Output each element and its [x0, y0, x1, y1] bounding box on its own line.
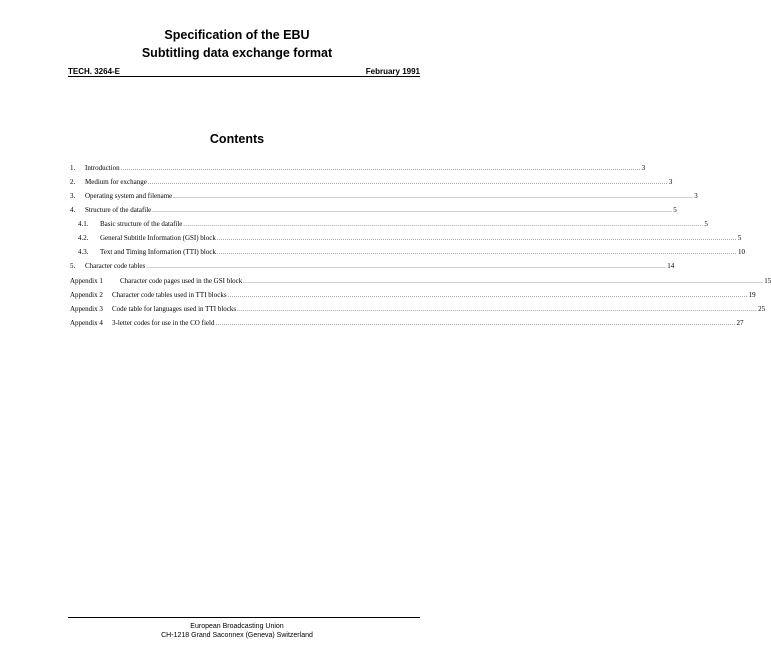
toc-entry[interactable]: [68, 276, 771, 286]
footer: [0, 622, 474, 640]
toc-entry[interactable]: [68, 233, 742, 243]
toc-entry-page: 3: [641, 164, 646, 172]
toc-dot-leader: ....................................................................................................................................................................................................................................................................: [183, 222, 704, 228]
toc-entry-title: General Subtitle Information (GSI) block: [100, 234, 216, 242]
toc-entry-number: 4.2.: [78, 234, 89, 242]
toc-dot-leader: ....................................................................................................................................................................................................................................................................: [237, 307, 758, 313]
toc-entry-page: 14: [667, 262, 675, 270]
toc-entry-title: Text and Timing Information (TTI) block: [100, 248, 216, 256]
toc-entry-page: 25: [758, 305, 766, 313]
toc-entry-title: Code table for languages used in TTI blocks: [112, 305, 237, 313]
toc-entry-title: Introduction: [85, 164, 120, 172]
toc-dot-leader: ....................................................................................................................................................................................................................................................................: [152, 208, 673, 214]
toc-entry-page: 5: [673, 206, 677, 214]
title-line-2: Subtitling data exchange format: [141, 46, 333, 60]
toc-entry-page: 5: [737, 234, 742, 242]
document-id: TECH. 3264-E: [68, 67, 121, 76]
document-date: February 1991: [365, 67, 420, 76]
toc-entry[interactable]: [68, 219, 708, 229]
footer-organization: European Broadcasting Union: [190, 623, 284, 630]
header-divider: [68, 76, 420, 77]
toc-entry-title: 3-letter codes for use in the CO field: [112, 319, 215, 327]
toc-entry-number: 2.: [70, 178, 76, 186]
toc-entry[interactable]: [68, 304, 766, 314]
toc-dot-leader: ....................................................................................................................................................................................................................................................................: [216, 250, 737, 256]
toc-entry-number: 1.: [70, 164, 76, 172]
toc-entry-number: 5.: [70, 262, 76, 270]
toc-entry-page: 3: [668, 178, 673, 186]
toc-entry[interactable]: [68, 290, 756, 300]
toc-entry-title: Character code tables used in TTI blocks: [112, 291, 227, 299]
toc-dot-leader: ....................................................................................................................................................................................................................................................................: [243, 279, 764, 285]
toc-dot-leader: ....................................................................................................................................................................................................................................................................: [147, 180, 668, 186]
toc-entry-page: 5: [704, 220, 708, 228]
toc-entry[interactable]: [68, 177, 673, 187]
toc-dot-leader: ....................................................................................................................................................................................................................................................................: [120, 166, 641, 172]
toc-entry[interactable]: [68, 261, 675, 271]
toc-entry[interactable]: [68, 247, 745, 257]
toc-entry-title: Basic structure of the datafile: [100, 220, 183, 228]
toc-entry-title: Character code tables: [85, 262, 146, 270]
toc-entry-page: 15: [764, 277, 771, 285]
document-title: [0, 26, 474, 62]
contents-heading: Contents: [209, 132, 265, 146]
toc-dot-leader: ....................................................................................................................................................................................................................................................................: [173, 194, 694, 200]
toc-entry[interactable]: [68, 205, 677, 215]
toc-entry-page: 27: [736, 319, 744, 327]
toc-entry-page: 10: [737, 248, 745, 256]
toc-entry-title: Structure of the datafile: [85, 206, 152, 214]
toc-dot-leader: ....................................................................................................................................................................................................................................................................: [227, 293, 748, 299]
title-line-1: Specification of the EBU: [164, 28, 310, 42]
toc-entry[interactable]: [68, 191, 698, 201]
toc-entry-title: Operating system and filename: [85, 192, 173, 200]
toc-entry[interactable]: [68, 318, 744, 328]
footer-divider: [68, 617, 420, 618]
toc-dot-leader: ....................................................................................................................................................................................................................................................................: [146, 264, 667, 270]
header-meta-row: [68, 64, 420, 76]
toc-dot-leader: ....................................................................................................................................................................................................................................................................: [215, 321, 736, 327]
toc-entry-number: Appendix 3: [70, 305, 103, 313]
toc-entry-page: 3: [694, 192, 698, 200]
toc-entry-title: Medium for exchange: [85, 178, 147, 186]
toc-entry[interactable]: [68, 163, 646, 173]
toc-entry-page: 19: [748, 291, 756, 299]
toc-entry-number: 4.: [70, 206, 76, 214]
toc-entry-title: Character code pages used in the GSI block: [120, 277, 243, 285]
toc-entry-number: 4.1.: [78, 220, 89, 228]
footer-address: CH-1218 Grand Saconnex (Geneva) Switzerland: [161, 632, 313, 639]
toc-entry-number: Appendix 2: [70, 291, 103, 299]
toc-entry-number: 4.3.: [78, 248, 89, 256]
toc-entry-number: Appendix 1: [70, 277, 103, 285]
toc-dot-leader: ....................................................................................................................................................................................................................................................................: [216, 236, 737, 242]
toc-entry-number: 3.: [70, 192, 76, 200]
toc-entry-number: Appendix 4: [70, 319, 103, 327]
